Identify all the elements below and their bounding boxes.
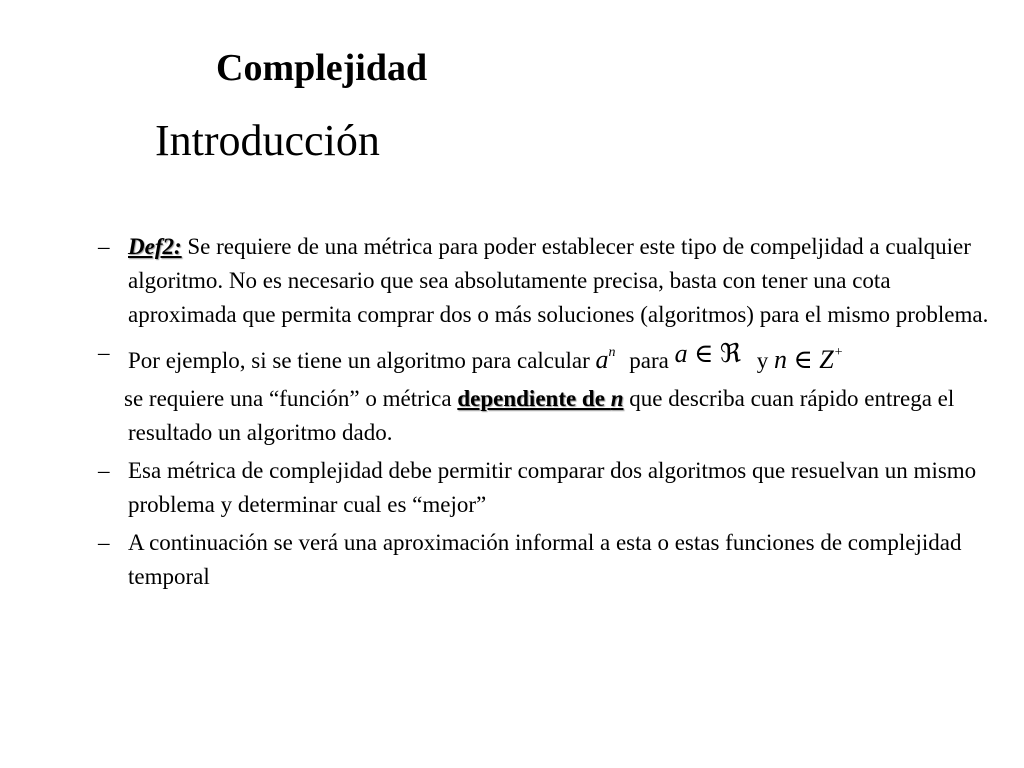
- math-condition-n: [774, 345, 843, 374]
- element-of-symbol: ∈: [793, 345, 813, 374]
- real-numbers-symbol: ℜ: [719, 339, 742, 368]
- bullet-dash: –: [98, 234, 110, 259]
- example-text: Por ejemplo, si se tiene un algoritmo para calcular: [128, 348, 596, 373]
- bullet-item-example: [90, 336, 990, 378]
- continuation-text-after: que describa cuan rápido entrega el resultado un algoritmo dado.: [128, 386, 955, 445]
- emphasis-text: dependiente de: [457, 386, 611, 411]
- bullet-item-continuation: [90, 526, 990, 594]
- emphasis-dependiente: [457, 386, 623, 411]
- bullet-dash: –: [98, 340, 110, 365]
- math-var-n: n: [774, 345, 788, 374]
- definition-text: Se requiere de una métrica para poder establecer este tipo de compeljidad a cualquier algoritmo. No es necesario que sea absolutamente precisa, basta con tener una cota aproximada que permita comprar dos o más soluciones (algoritmos) para el mismo problema.: [128, 234, 989, 327]
- definition-label: Def2:: [128, 234, 182, 259]
- continuation-text: se requiere una “función” o métrica: [124, 386, 458, 411]
- bullet-item-def2: [90, 230, 990, 332]
- bullet-list: [90, 230, 990, 598]
- element-of-symbol: ∈: [694, 339, 714, 368]
- math-power-base: a: [595, 345, 609, 374]
- positive-superscript: +: [833, 345, 844, 360]
- math-condition-a: [675, 339, 741, 368]
- next-topic-text: A continuación se verá una aproximación informal a esta o estas funciones de complejidad temporal: [128, 530, 962, 589]
- bullet-continuation: [90, 382, 990, 450]
- math-power-exponent: n: [608, 345, 616, 360]
- bullet-dash: –: [98, 530, 110, 555]
- bullet-item-metric: [90, 454, 990, 522]
- bullet-dash: –: [98, 458, 110, 483]
- slide-subtitle: Introducción: [155, 116, 380, 165]
- math-var-a: a: [674, 339, 688, 368]
- math-power: [596, 345, 616, 374]
- metric-text: Esa métrica de complejidad debe permitir comparar dos algoritmos que resuelvan un mismo problema y determinar cual es “mejor”: [128, 458, 977, 517]
- slide-title: Complejidad: [216, 47, 428, 89]
- emphasis-n: n: [610, 386, 624, 411]
- example-text-y: y: [756, 348, 775, 373]
- example-text-para: para: [629, 348, 675, 373]
- integers-symbol: Z: [819, 345, 834, 374]
